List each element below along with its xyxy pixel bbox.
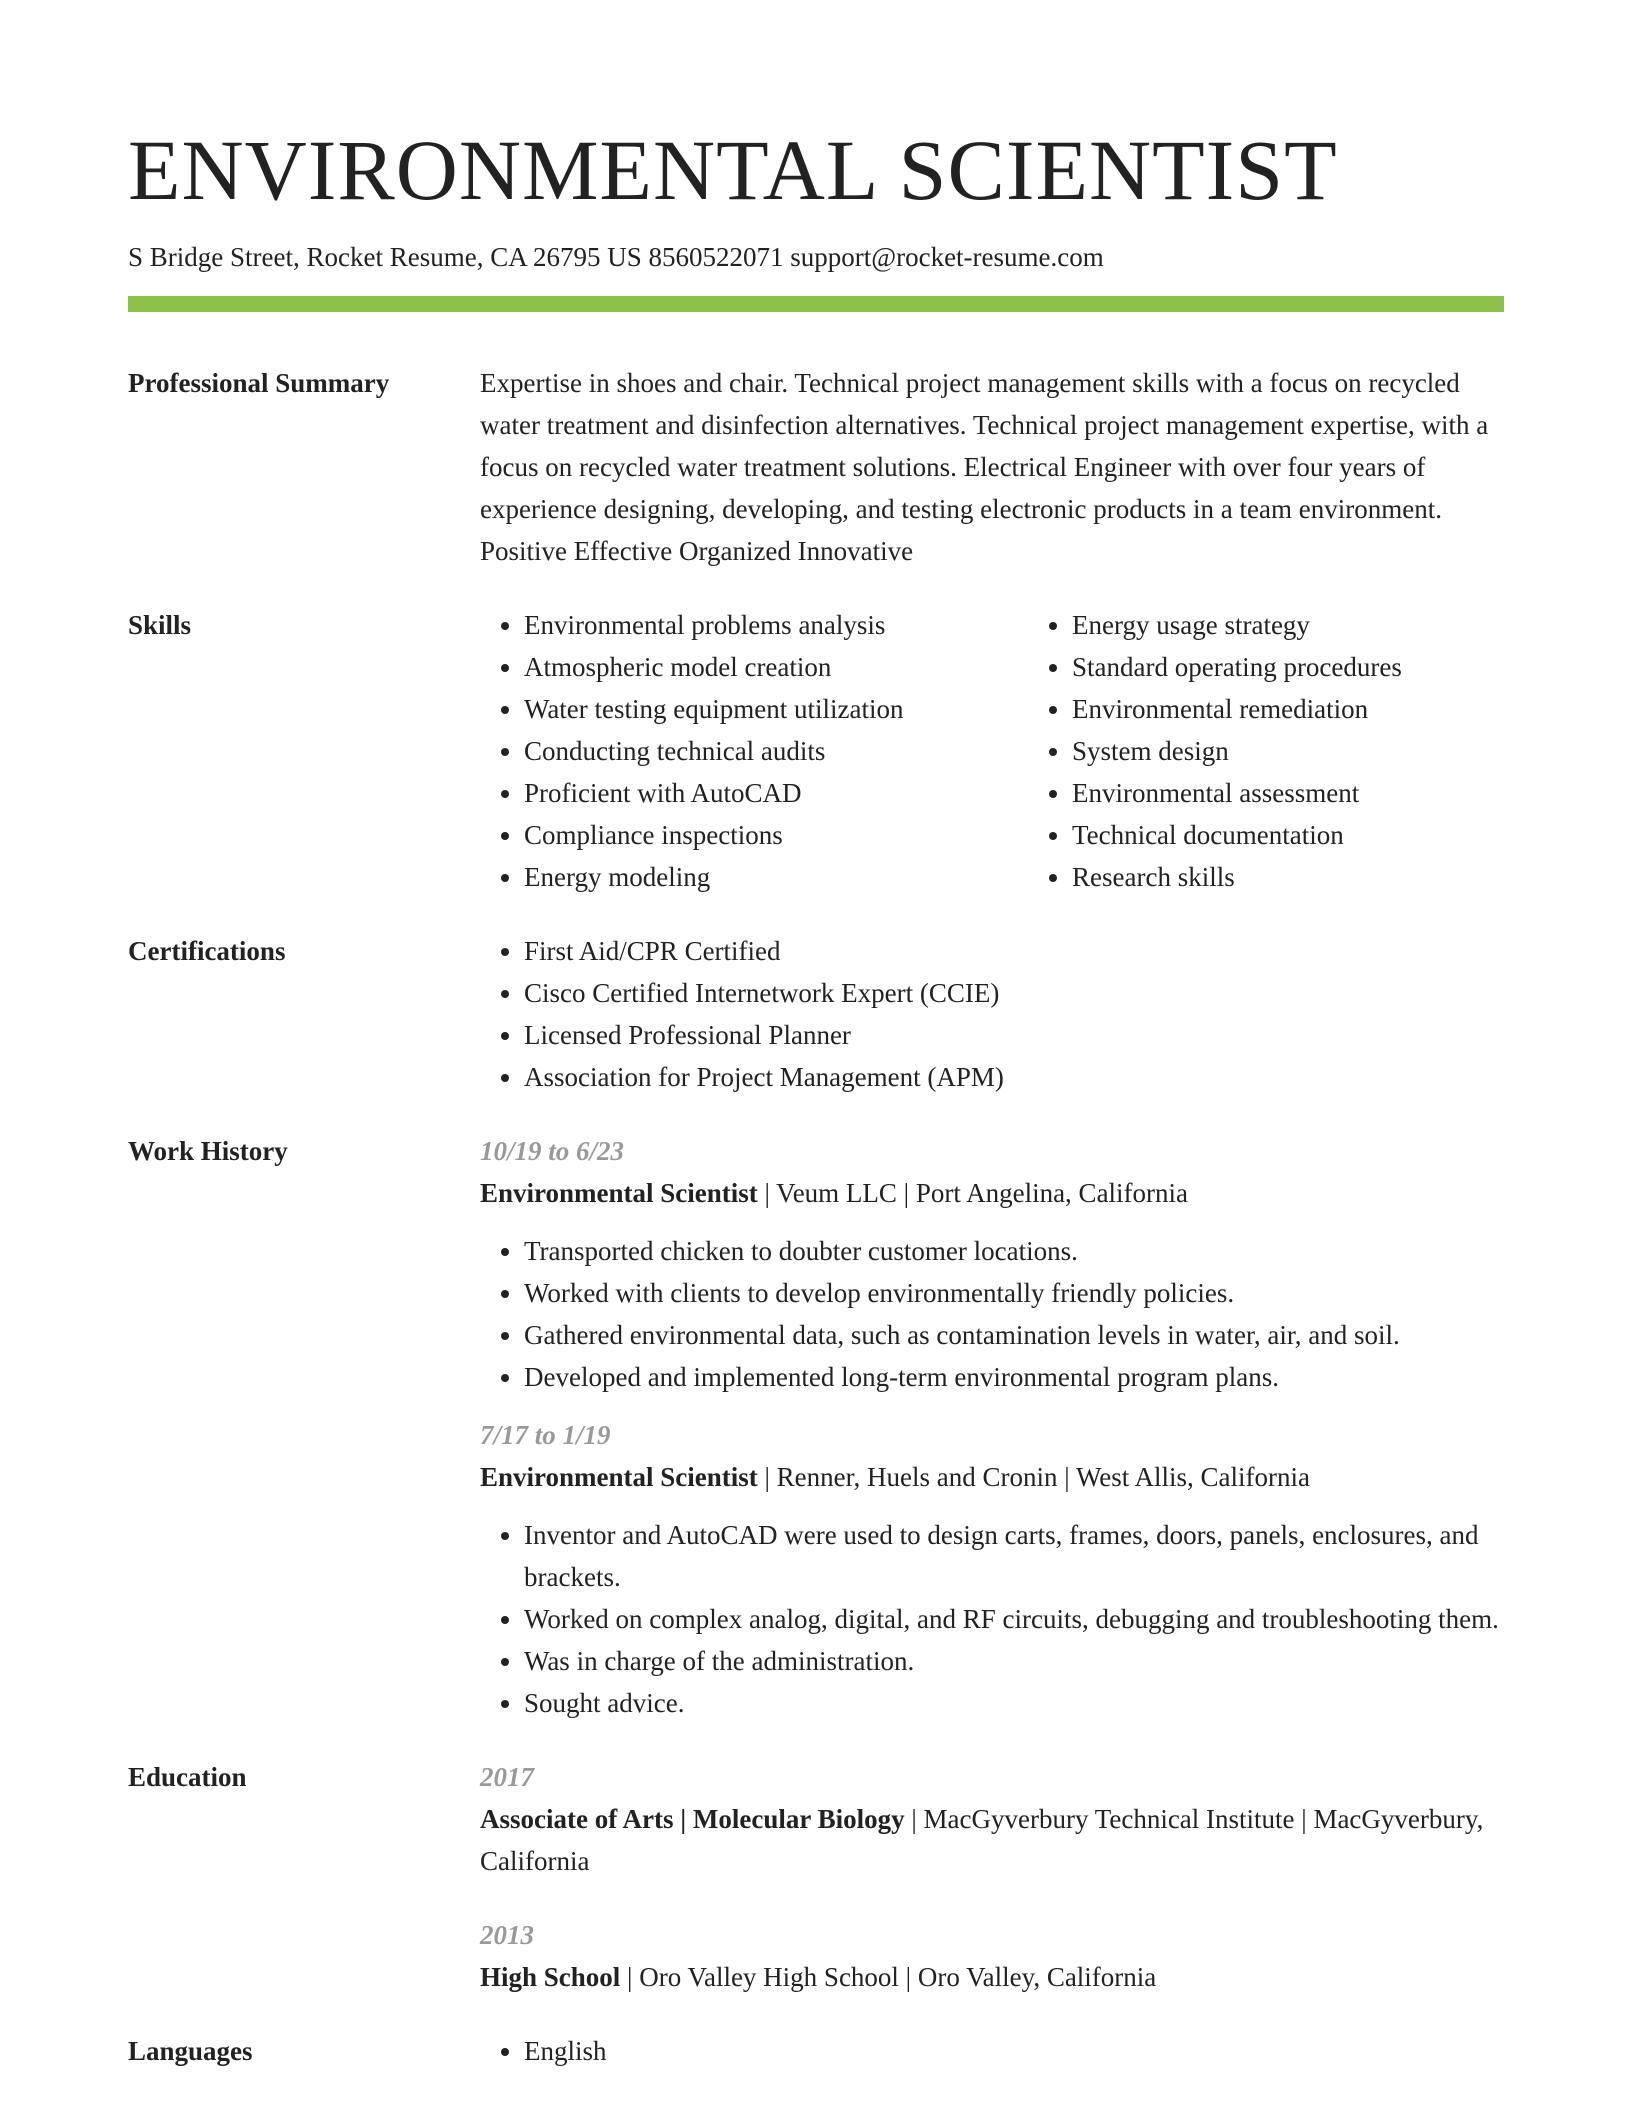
education-degree: High School [480, 1962, 621, 1992]
job-bullet: • Was in charge of the administration. [524, 1640, 1504, 1682]
skills-list-right [1028, 604, 1576, 898]
job-bullets [480, 1230, 1504, 1398]
job-dates: 7/17 to 1/19 [480, 1420, 611, 1450]
certification-item: • Association for Project Management (APM) [524, 1056, 1504, 1098]
job-details: | Veum LLC | Port Angelina, California [757, 1178, 1189, 1208]
education-entry [480, 1914, 1504, 1998]
work-history-content [480, 1130, 1504, 1724]
job-title: Environmental Scientist [480, 1462, 758, 1492]
work-history-label: Work History [128, 1136, 288, 1166]
education-year: 2017 [480, 1762, 534, 1792]
job-bullet: • Developed and implemented long-term environmental program plans. [524, 1356, 1504, 1398]
education-section [128, 1756, 1504, 1998]
skill-item: • Energy usage strategy [1072, 604, 1576, 646]
job-bullets [480, 1514, 1504, 1724]
certification-item: • First Aid/CPR Certified [524, 930, 1504, 972]
job-bullet: • Gathered environmental data, such as contamination levels in water, air, and soil. [524, 1314, 1504, 1356]
certifications-label: Certifications [128, 936, 286, 966]
accent-divider [128, 296, 1504, 312]
skill-item: • Energy modeling [524, 856, 1028, 898]
job-heading [480, 1456, 1504, 1498]
skill-item: • Environmental problems analysis [524, 604, 1028, 646]
skill-item: • Conducting technical audits [524, 730, 1028, 772]
skill-item: • Proficient with AutoCAD [524, 772, 1028, 814]
languages-content [480, 2030, 1504, 2072]
certifications-content [480, 930, 1504, 1098]
education-year: 2013 [480, 1920, 534, 1950]
skills-content [480, 604, 1576, 898]
certifications-list [480, 930, 1504, 1098]
resume-name-heading: ENVIRONMENTAL SCIENTIST [128, 122, 1338, 218]
summary-label: Professional Summary [128, 368, 390, 398]
education-heading [480, 1798, 1504, 1882]
skills-grid [480, 604, 1576, 898]
languages-label: Languages [128, 2036, 253, 2066]
contact-line: S Bridge Street, Rocket Resume, CA 26795 US 8560522071 support@rocket-resume.com [128, 242, 1104, 272]
resume-page [128, 0, 1504, 2072]
job-dates: 10/19 to 6/23 [480, 1136, 625, 1166]
skill-item: • Compliance inspections [524, 814, 1028, 856]
education-content [480, 1756, 1504, 1998]
education-details: | MacGyverbury Technical Institute | MacGyverbury, California [480, 1804, 1484, 1876]
job-heading [480, 1172, 1504, 1214]
skill-item: • Technical documentation [1072, 814, 1576, 856]
job-entry [480, 1414, 1504, 1724]
skill-item: • Environmental remediation [1072, 688, 1576, 730]
job-bullet: • Sought advice. [524, 1682, 1504, 1724]
skill-item: • System design [1072, 730, 1576, 772]
skills-label: Skills [128, 610, 192, 640]
work-history-section [128, 1130, 1504, 1724]
summary-section [128, 362, 1504, 572]
languages-section [128, 2030, 1504, 2072]
job-bullet: • Inventor and AutoCAD were used to design carts, frames, doors, panels, enclosures, and brackets. [524, 1514, 1504, 1598]
job-details: | Renner, Huels and Cronin | West Allis, California [757, 1462, 1310, 1492]
job-bullet: • Transported chicken to doubter customer locations. [524, 1230, 1504, 1272]
skill-item: • Research skills [1072, 856, 1576, 898]
education-heading [480, 1956, 1504, 1998]
job-entry [480, 1130, 1504, 1398]
certification-item: • Cisco Certified Internetwork Expert (CCIE) [524, 972, 1504, 1014]
skill-item: • Water testing equipment utilization [524, 688, 1028, 730]
job-title: Environmental Scientist [480, 1178, 758, 1208]
skills-list-left [480, 604, 1028, 898]
skill-item: • Environmental assessment [1072, 772, 1576, 814]
job-bullet: • Worked with clients to develop environmentally friendly policies. [524, 1272, 1504, 1314]
summary-text: Expertise in shoes and chair. Technical project management skills with a focus on recycled water treatment and disinfection alternatives. Technical project management expertise, with a focus on recycled water treatment solutions. Electrical Engineer with over four years of experience designing, developing, and testing electronic products in a team environment. Positive Effective Organized Innovative [480, 368, 1489, 566]
certification-item: • Licensed Professional Planner [524, 1014, 1504, 1056]
certifications-section [128, 930, 1504, 1098]
education-label: Education [128, 1762, 247, 1792]
job-bullet: • Worked on complex analog, digital, and RF circuits, debugging and troubleshooting them. [524, 1598, 1504, 1640]
education-degree: Associate of Arts | Molecular Biology [480, 1804, 905, 1834]
skill-item: • Atmospheric model creation [524, 646, 1028, 688]
education-details: | Oro Valley High School | Oro Valley, California [620, 1962, 1157, 1992]
skill-item: • Standard operating procedures [1072, 646, 1576, 688]
skills-section [128, 604, 1504, 898]
languages-list [480, 2030, 1504, 2072]
language-item: • English [524, 2030, 1504, 2072]
education-entry [480, 1756, 1504, 1882]
